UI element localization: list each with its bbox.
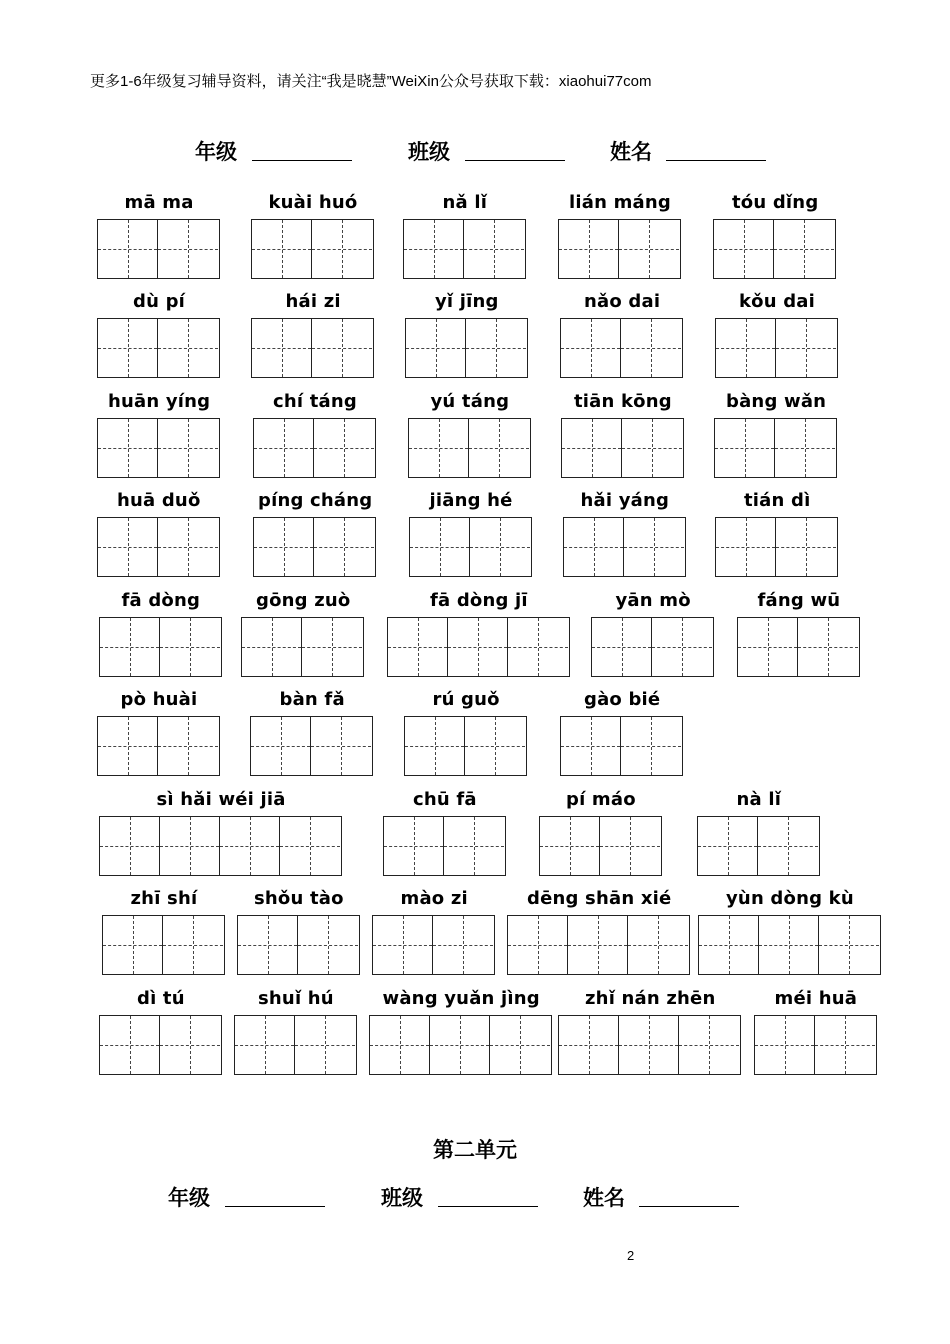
pinyin-label: chū fā bbox=[413, 789, 477, 810]
pinyin-label: chí táng bbox=[273, 391, 357, 412]
tianzige-writing-box[interactable] bbox=[507, 915, 690, 975]
tianzige-cell[interactable] bbox=[370, 1016, 430, 1074]
tianzige-cell[interactable] bbox=[302, 618, 362, 676]
pinyin-label: kǒu dai bbox=[739, 291, 816, 312]
pinyin-label: bàng wǎn bbox=[726, 391, 827, 412]
tianzige-writing-box[interactable] bbox=[241, 617, 364, 677]
tianzige-cell[interactable] bbox=[295, 1016, 355, 1074]
tianzige-cell[interactable] bbox=[798, 618, 858, 676]
pinyin-label: yān mò bbox=[615, 590, 691, 611]
tianzige-cell[interactable] bbox=[628, 916, 688, 974]
pinyin-label: nǎ lǐ bbox=[442, 192, 488, 213]
tianzige-writing-box[interactable] bbox=[714, 418, 837, 478]
unit-title: 第二单元 bbox=[433, 1138, 517, 1162]
tianzige-cell[interactable] bbox=[238, 916, 298, 974]
tianzige-cell[interactable] bbox=[242, 618, 302, 676]
tianzige-cell[interactable] bbox=[163, 916, 223, 974]
tianzige-cell[interactable] bbox=[600, 817, 660, 875]
tianzige-cell[interactable] bbox=[622, 419, 682, 477]
pinyin-label: hái zi bbox=[285, 291, 341, 312]
tianzige-cell[interactable] bbox=[98, 419, 158, 477]
tianzige-cell[interactable] bbox=[314, 419, 374, 477]
tianzige-writing-box[interactable] bbox=[251, 318, 374, 378]
tianzige-writing-box[interactable] bbox=[560, 318, 683, 378]
tianzige-writing-box[interactable] bbox=[715, 318, 838, 378]
class-label: 班级 bbox=[381, 1186, 423, 1210]
tianzige-cell[interactable] bbox=[714, 220, 774, 278]
tianzige-cell[interactable] bbox=[311, 717, 371, 775]
tianzige-cell[interactable] bbox=[592, 618, 652, 676]
tianzige-cell[interactable] bbox=[776, 319, 836, 377]
grade-label: 年级 bbox=[168, 1186, 210, 1210]
tianzige-cell[interactable] bbox=[252, 319, 312, 377]
name-blank[interactable] bbox=[666, 160, 766, 161]
tianzige-cell[interactable] bbox=[433, 916, 493, 974]
pinyin-label: mā ma bbox=[124, 192, 194, 213]
pinyin-label: lián máng bbox=[569, 192, 671, 213]
tianzige-cell[interactable] bbox=[160, 1016, 220, 1074]
tianzige-cell[interactable] bbox=[466, 319, 526, 377]
tianzige-cell[interactable] bbox=[619, 220, 679, 278]
tianzige-writing-box[interactable] bbox=[372, 915, 495, 975]
pinyin-label: hǎi yáng bbox=[580, 490, 670, 511]
student-info-row-top bbox=[0, 136, 950, 166]
tianzige-cell[interactable] bbox=[698, 817, 758, 875]
tianzige-cell[interactable] bbox=[100, 817, 160, 875]
tianzige-writing-box[interactable] bbox=[558, 219, 681, 279]
pinyin-label: zhī shí bbox=[130, 888, 198, 909]
tianzige-writing-box[interactable] bbox=[561, 418, 684, 478]
tianzige-cell[interactable] bbox=[775, 419, 835, 477]
tianzige-cell[interactable] bbox=[562, 419, 622, 477]
tianzige-cell[interactable] bbox=[373, 916, 433, 974]
tianzige-cell[interactable] bbox=[251, 717, 311, 775]
tianzige-writing-box[interactable] bbox=[715, 517, 838, 577]
tianzige-writing-box[interactable] bbox=[563, 517, 686, 577]
tianzige-cell[interactable] bbox=[470, 518, 530, 576]
pinyin-label: yùn dòng kù bbox=[726, 888, 854, 909]
pinyin-label: huā duǒ bbox=[117, 490, 201, 511]
tianzige-cell[interactable] bbox=[98, 220, 158, 278]
pinyin-label: fā dòng bbox=[121, 590, 201, 611]
tianzige-writing-box[interactable] bbox=[539, 816, 662, 876]
tianzige-cell[interactable] bbox=[406, 319, 466, 377]
tianzige-cell[interactable] bbox=[314, 518, 374, 576]
tianzige-cell[interactable] bbox=[819, 916, 879, 974]
class-blank[interactable] bbox=[438, 1206, 538, 1207]
tianzige-writing-box[interactable] bbox=[408, 418, 531, 478]
tianzige-cell[interactable] bbox=[254, 419, 314, 477]
tianzige-cell[interactable] bbox=[98, 518, 158, 576]
tianzige-cell[interactable] bbox=[716, 319, 776, 377]
tianzige-cell[interactable] bbox=[652, 618, 712, 676]
pinyin-label: méi huā bbox=[774, 988, 858, 1009]
pinyin-label: shuǐ hú bbox=[258, 988, 334, 1009]
tianzige-cell[interactable] bbox=[98, 717, 158, 775]
tianzige-cell[interactable] bbox=[715, 419, 775, 477]
pinyin-label: dēng shān xié bbox=[527, 888, 672, 909]
student-info-row-bottom bbox=[0, 1182, 950, 1212]
tianzige-cell[interactable] bbox=[815, 1016, 875, 1074]
pinyin-label: shǒu tào bbox=[254, 888, 344, 909]
tianzige-cell[interactable] bbox=[559, 220, 619, 278]
tianzige-writing-box[interactable] bbox=[97, 517, 220, 577]
tianzige-cell[interactable] bbox=[508, 916, 568, 974]
tianzige-cell[interactable] bbox=[252, 220, 312, 278]
tianzige-writing-box[interactable] bbox=[97, 318, 220, 378]
name-label: 姓名 bbox=[610, 140, 652, 164]
pinyin-label: bàn fǎ bbox=[279, 689, 345, 710]
pinyin-label: nà lǐ bbox=[736, 789, 782, 810]
pinyin-label: pí máo bbox=[566, 789, 636, 810]
tianzige-writing-box[interactable] bbox=[250, 716, 373, 776]
tianzige-writing-box[interactable] bbox=[234, 1015, 357, 1075]
pinyin-label: dù pí bbox=[133, 291, 186, 312]
tianzige-cell[interactable] bbox=[564, 518, 624, 576]
tianzige-cell[interactable] bbox=[679, 1016, 739, 1074]
tianzige-cell[interactable] bbox=[774, 220, 834, 278]
tianzige-writing-box[interactable] bbox=[560, 716, 683, 776]
pinyin-label: fā dòng jī bbox=[430, 590, 528, 611]
tianzige-cell[interactable] bbox=[158, 518, 218, 576]
pinyin-label: yǐ jīng bbox=[435, 291, 499, 312]
tianzige-cell[interactable] bbox=[312, 220, 372, 278]
pinyin-label: yú táng bbox=[430, 391, 510, 412]
tianzige-cell[interactable] bbox=[298, 916, 358, 974]
tianzige-cell[interactable] bbox=[624, 518, 684, 576]
tianzige-cell[interactable] bbox=[235, 1016, 295, 1074]
pinyin-label: gōng zuò bbox=[256, 590, 351, 611]
tianzige-cell[interactable] bbox=[561, 717, 621, 775]
tianzige-cell[interactable] bbox=[254, 518, 314, 576]
pinyin-label: píng cháng bbox=[258, 490, 373, 511]
tianzige-writing-box[interactable] bbox=[97, 219, 220, 279]
pinyin-label: kuài huó bbox=[268, 192, 358, 213]
tianzige-writing-box[interactable] bbox=[369, 1015, 552, 1075]
pinyin-label: pò huài bbox=[120, 689, 198, 710]
tianzige-cell[interactable] bbox=[621, 319, 681, 377]
tianzige-cell[interactable] bbox=[738, 618, 798, 676]
tianzige-writing-box[interactable] bbox=[97, 418, 220, 478]
tianzige-cell[interactable] bbox=[404, 220, 464, 278]
tianzige-cell[interactable] bbox=[100, 618, 160, 676]
grade-blank[interactable] bbox=[252, 160, 352, 161]
name-label: 姓名 bbox=[583, 1186, 625, 1210]
tianzige-writing-box[interactable] bbox=[698, 915, 881, 975]
tianzige-cell[interactable] bbox=[469, 419, 529, 477]
tianzige-cell[interactable] bbox=[103, 916, 163, 974]
tianzige-cell[interactable] bbox=[699, 916, 759, 974]
tianzige-writing-box[interactable] bbox=[99, 1015, 222, 1075]
pinyin-label: sì hǎi wéi jiā bbox=[156, 789, 286, 810]
tianzige-writing-box[interactable] bbox=[405, 318, 528, 378]
tianzige-cell[interactable] bbox=[759, 916, 819, 974]
tianzige-cell[interactable] bbox=[158, 717, 218, 775]
tianzige-cell[interactable] bbox=[409, 419, 469, 477]
pinyin-label: fáng wū bbox=[757, 590, 841, 611]
tianzige-cell[interactable] bbox=[758, 817, 818, 875]
tianzige-cell[interactable] bbox=[98, 319, 158, 377]
tianzige-cell[interactable] bbox=[158, 319, 218, 377]
tianzige-writing-box[interactable] bbox=[713, 219, 836, 279]
tianzige-writing-box[interactable] bbox=[99, 816, 342, 876]
pinyin-label: gào bié bbox=[584, 689, 661, 710]
tianzige-cell[interactable] bbox=[621, 717, 681, 775]
tianzige-cell[interactable] bbox=[776, 518, 836, 576]
pinyin-label: zhǐ nán zhēn bbox=[585, 988, 716, 1009]
tianzige-cell[interactable] bbox=[430, 1016, 490, 1074]
tianzige-cell[interactable] bbox=[490, 1016, 550, 1074]
tianzige-writing-box[interactable] bbox=[737, 617, 860, 677]
tianzige-cell[interactable] bbox=[100, 1016, 160, 1074]
tianzige-cell[interactable] bbox=[568, 916, 628, 974]
pinyin-label: mào zi bbox=[400, 888, 468, 909]
tianzige-cell[interactable] bbox=[755, 1016, 815, 1074]
tianzige-cell[interactable] bbox=[405, 717, 465, 775]
pinyin-label: tián dì bbox=[744, 490, 811, 511]
tianzige-writing-box[interactable] bbox=[237, 915, 360, 975]
pinyin-label: dì tú bbox=[137, 988, 185, 1009]
tianzige-cell[interactable] bbox=[559, 1016, 619, 1074]
tianzige-cell[interactable] bbox=[540, 817, 600, 875]
tianzige-writing-box[interactable] bbox=[754, 1015, 877, 1075]
tianzige-cell[interactable] bbox=[448, 618, 508, 676]
tianzige-cell[interactable] bbox=[619, 1016, 679, 1074]
tianzige-writing-box[interactable] bbox=[102, 915, 225, 975]
tianzige-cell[interactable] bbox=[220, 817, 280, 875]
tianzige-cell[interactable] bbox=[508, 618, 568, 676]
tianzige-writing-box[interactable] bbox=[409, 517, 532, 577]
class-label: 班级 bbox=[408, 140, 450, 164]
tianzige-cell[interactable] bbox=[444, 817, 504, 875]
tianzige-writing-box[interactable] bbox=[697, 816, 820, 876]
tianzige-cell[interactable] bbox=[410, 518, 470, 576]
tianzige-writing-box[interactable] bbox=[558, 1015, 741, 1075]
tianzige-cell[interactable] bbox=[561, 319, 621, 377]
tianzige-cell[interactable] bbox=[384, 817, 444, 875]
tianzige-writing-box[interactable] bbox=[383, 816, 506, 876]
name-blank[interactable] bbox=[639, 1206, 739, 1207]
page-number: 2 bbox=[627, 1248, 635, 1263]
tianzige-writing-box[interactable] bbox=[251, 219, 374, 279]
tianzige-cell[interactable] bbox=[160, 817, 220, 875]
tianzige-writing-box[interactable] bbox=[404, 716, 527, 776]
pinyin-label: nǎo dai bbox=[584, 291, 661, 312]
tianzige-cell[interactable] bbox=[716, 518, 776, 576]
pinyin-label: huān yíng bbox=[108, 391, 211, 412]
pinyin-label: rú guǒ bbox=[432, 689, 500, 710]
tianzige-cell[interactable] bbox=[158, 419, 218, 477]
pinyin-label: jiāng hé bbox=[429, 490, 513, 511]
tianzige-writing-box[interactable] bbox=[99, 617, 222, 677]
tianzige-writing-box[interactable] bbox=[253, 517, 376, 577]
tianzige-writing-box[interactable] bbox=[591, 617, 714, 677]
tianzige-cell[interactable] bbox=[388, 618, 448, 676]
pinyin-label: tiān kōng bbox=[574, 391, 672, 412]
tianzige-cell[interactable] bbox=[280, 817, 340, 875]
header-note: 更多1-6年级复习辅导资料，请关注“我是晓慧”WeiXin公众号获取下载：xiaohui77com bbox=[90, 73, 652, 90]
tianzige-cell[interactable] bbox=[158, 220, 218, 278]
class-blank[interactable] bbox=[465, 160, 565, 161]
tianzige-writing-box[interactable] bbox=[253, 418, 376, 478]
tianzige-cell[interactable] bbox=[160, 618, 220, 676]
tianzige-writing-box[interactable] bbox=[387, 617, 570, 677]
tianzige-writing-box[interactable] bbox=[403, 219, 526, 279]
pinyin-label: tóu dǐng bbox=[732, 192, 819, 213]
tianzige-cell[interactable] bbox=[464, 220, 524, 278]
tianzige-writing-box[interactable] bbox=[97, 716, 220, 776]
tianzige-cell[interactable] bbox=[465, 717, 525, 775]
grade-label: 年级 bbox=[195, 140, 237, 164]
tianzige-cell[interactable] bbox=[312, 319, 372, 377]
grade-blank[interactable] bbox=[225, 1206, 325, 1207]
pinyin-label: wàng yuǎn jìng bbox=[382, 988, 540, 1009]
